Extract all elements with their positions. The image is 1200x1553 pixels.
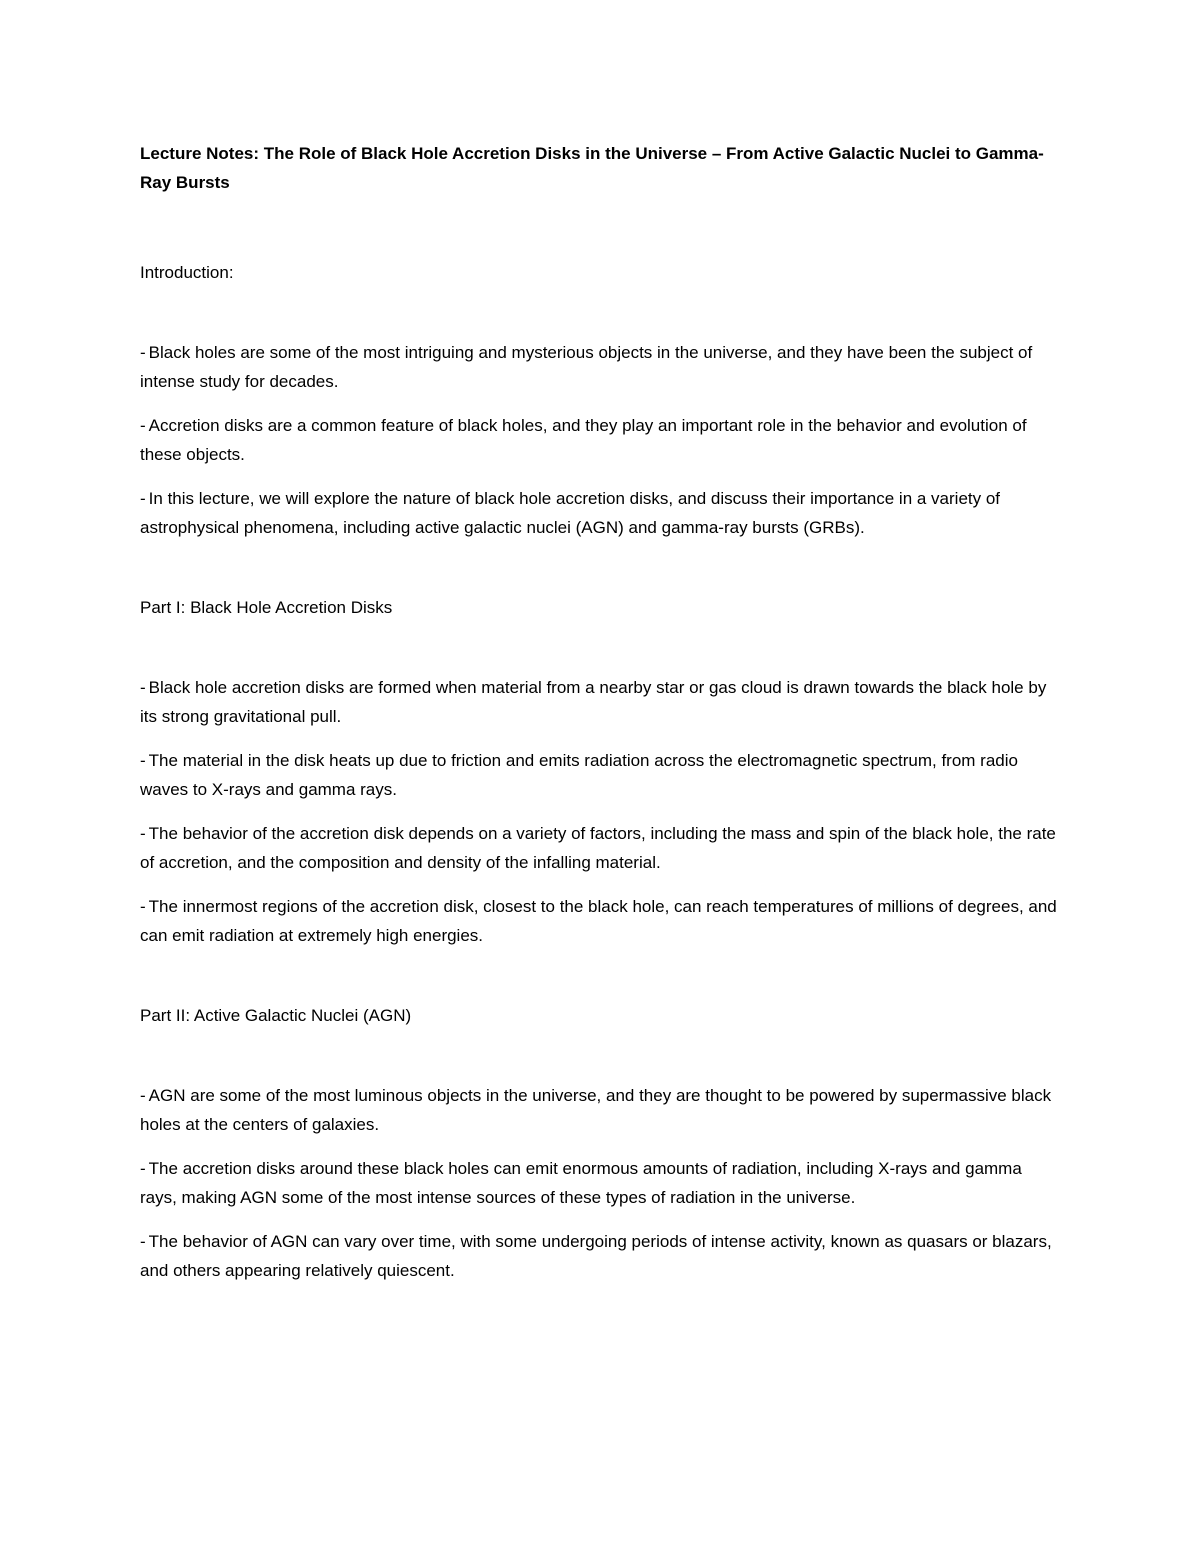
section-heading: Part I: Black Hole Accretion Disks — [140, 598, 393, 617]
bullet-marker: - — [140, 678, 146, 697]
document-body — [140, 139, 1060, 1285]
section-part-1 — [140, 593, 1060, 950]
bullet-marker: - — [140, 1159, 146, 1178]
section-heading: Introduction: — [140, 263, 234, 282]
section-introduction — [140, 258, 1060, 542]
list-item — [140, 819, 1060, 877]
section-part-2 — [140, 1001, 1060, 1285]
list-item-text: Accretion disks are a common feature of black holes, and they play an important role in the behavior and evolution of these objects. — [140, 416, 1027, 464]
list-item-text: The behavior of AGN can vary over time, with some undergoing periods of intense activity, known as quasars or blazars, and others appearing relatively quiescent. — [140, 1232, 1052, 1280]
section-heading: Part II: Active Galactic Nuclei (AGN) — [140, 1006, 412, 1025]
bullet-marker: - — [140, 751, 146, 770]
bullet-list — [140, 1081, 1060, 1285]
list-item-text: The accretion disks around these black holes can emit enormous amounts of radiation, including X-rays and gamma rays, making AGN some of the most intense sources of these types of radiation in the universe. — [140, 1159, 1022, 1207]
bullet-list — [140, 673, 1060, 950]
list-item-text: The behavior of the accretion disk depends on a variety of factors, including the mass and spin of the black hole, the rate of accretion, and the composition and density of the infalling material. — [140, 824, 1056, 872]
list-item-text: In this lecture, we will explore the nature of black hole accretion disks, and discuss their importance in a variety of astrophysical phenomena, including active galactic nuclei (AGN) and gamma-ray bursts (GRBs). — [140, 489, 1001, 537]
bullet-list — [140, 338, 1060, 542]
bullet-marker: - — [140, 416, 146, 435]
list-item — [140, 673, 1060, 731]
list-item — [140, 892, 1060, 950]
list-item — [140, 484, 1060, 542]
list-item-text: The material in the disk heats up due to friction and emits radiation across the electromagnetic spectrum, from radio waves to X-rays and gamma rays. — [140, 751, 1018, 799]
bullet-marker: - — [140, 489, 146, 508]
list-item — [140, 746, 1060, 804]
list-item — [140, 1227, 1060, 1285]
list-item — [140, 338, 1060, 396]
list-item-text: The innermost regions of the accretion disk, closest to the black hole, can reach temperatures of millions of degrees, and can emit radiation at extremely high energies. — [140, 897, 1057, 945]
list-item — [140, 1154, 1060, 1212]
bullet-marker: - — [140, 1232, 146, 1251]
bullet-marker: - — [140, 897, 146, 916]
bullet-marker: - — [140, 1086, 146, 1105]
bullet-marker: - — [140, 343, 146, 362]
list-item — [140, 411, 1060, 469]
list-item-text: Black hole accretion disks are formed when material from a nearby star or gas cloud is drawn towards the black hole by its strong gravitational pull. — [140, 678, 1047, 726]
document-title: Lecture Notes: The Role of Black Hole Accretion Disks in the Universe – From Active Galactic Nuclei to Gamma-Ray Bursts — [140, 144, 1044, 192]
bullet-marker: - — [140, 824, 146, 843]
list-item-text: Black holes are some of the most intriguing and mysterious objects in the universe, and they have been the subject of intense study for decades. — [140, 343, 1033, 391]
list-item — [140, 1081, 1060, 1139]
list-item-text: AGN are some of the most luminous objects in the universe, and they are thought to be powered by supermassive black holes at the centers of galaxies. — [140, 1086, 1052, 1134]
